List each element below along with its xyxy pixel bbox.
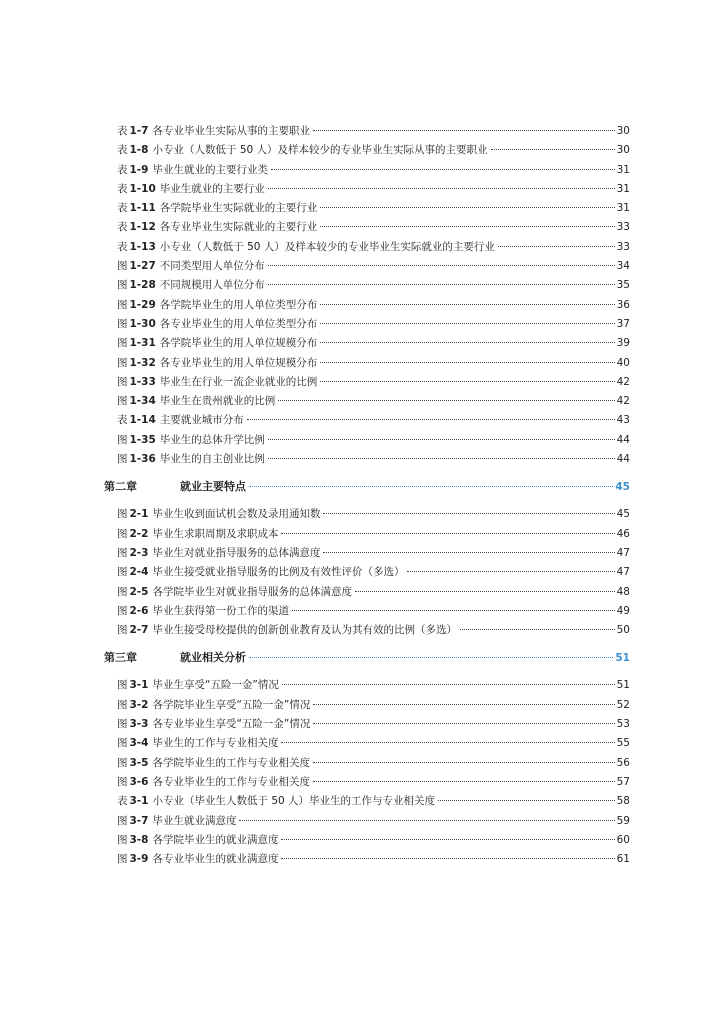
entry-type: 表 bbox=[117, 125, 128, 137]
entry-type: 图 bbox=[117, 337, 128, 350]
entry-page: 45 bbox=[616, 508, 630, 521]
entry-type: 图 bbox=[117, 604, 128, 617]
entry-title: 毕业生的总体升学比例 bbox=[159, 433, 265, 446]
toc-chapter-2[interactable] bbox=[104, 478, 630, 500]
entry-page: 42 bbox=[616, 375, 630, 388]
entry-page: 31 bbox=[616, 163, 630, 176]
dot-leader bbox=[247, 419, 615, 420]
entry-number: 2-5 bbox=[129, 585, 149, 598]
dot-leader bbox=[320, 381, 614, 382]
entry-title: 各学院毕业生实际就业的主要行业 bbox=[159, 202, 318, 215]
dot-leader bbox=[491, 149, 615, 150]
toc-section-3 bbox=[104, 677, 630, 870]
dot-leader bbox=[323, 552, 614, 553]
toc-entry[interactable] bbox=[104, 374, 630, 393]
toc-entry[interactable] bbox=[104, 355, 630, 374]
entry-page: 58 bbox=[616, 795, 630, 808]
entry-type: 图 bbox=[117, 775, 128, 788]
toc-entry[interactable] bbox=[104, 316, 630, 335]
entry-number: 1-34 bbox=[129, 395, 156, 408]
entry-number: 1-14 bbox=[129, 414, 156, 427]
entry-page: 30 bbox=[616, 125, 630, 137]
toc-entry[interactable] bbox=[104, 526, 630, 545]
dot-leader bbox=[320, 226, 614, 227]
toc-entry[interactable] bbox=[104, 393, 630, 412]
entry-page: 53 bbox=[616, 718, 630, 731]
toc-section-2 bbox=[104, 506, 630, 641]
entry-type: 图 bbox=[117, 756, 128, 769]
entry-number: 1-30 bbox=[129, 317, 156, 330]
dot-leader bbox=[438, 800, 615, 801]
toc-entry[interactable] bbox=[104, 851, 630, 870]
toc-entry[interactable] bbox=[104, 219, 630, 238]
entry-type: 表 bbox=[117, 202, 128, 215]
table-of-contents bbox=[104, 123, 630, 870]
toc-entry[interactable] bbox=[104, 774, 630, 793]
toc-entry[interactable] bbox=[104, 200, 630, 219]
chapter-title: 就业主要特点 bbox=[180, 480, 246, 494]
entry-number: 1-28 bbox=[129, 279, 156, 292]
entry-title: 各学院毕业生的工作与专业相关度 bbox=[152, 756, 310, 769]
entry-type: 图 bbox=[117, 814, 128, 827]
chapter-title: 就业相关分析 bbox=[180, 651, 246, 665]
entry-type: 图 bbox=[117, 279, 128, 292]
entry-type: 图 bbox=[117, 585, 128, 598]
dot-leader bbox=[320, 323, 614, 324]
entry-title: 毕业生的工作与专业相关度 bbox=[152, 737, 279, 750]
dot-leader bbox=[282, 684, 615, 685]
entry-title: 主要就业城市分布 bbox=[159, 414, 244, 427]
entry-title: 毕业生在贵州就业的比例 bbox=[159, 395, 276, 408]
entry-page: 59 bbox=[616, 814, 630, 827]
entry-page: 31 bbox=[616, 182, 630, 195]
toc-section-1 bbox=[104, 123, 630, 470]
entry-title: 小专业（人数低于 50 人）及样本较少的专业毕业生实际从事的主要职业 bbox=[152, 144, 488, 157]
toc-entry[interactable] bbox=[104, 181, 630, 200]
entry-page: 44 bbox=[616, 453, 630, 466]
entry-page: 33 bbox=[616, 240, 630, 253]
entry-number: 2-1 bbox=[129, 508, 149, 521]
dot-leader bbox=[498, 246, 615, 247]
dot-leader bbox=[268, 188, 615, 189]
entry-number: 3-1 bbox=[129, 679, 149, 692]
dot-leader bbox=[407, 571, 614, 572]
dot-leader bbox=[355, 591, 615, 592]
entry-title: 毕业生求职周期及求职成本 bbox=[152, 527, 279, 540]
entry-number: 2-6 bbox=[129, 604, 149, 617]
entry-type: 表 bbox=[117, 795, 128, 808]
entry-title: 毕业生对就业指导服务的总体满意度 bbox=[152, 546, 321, 559]
entry-number: 1-33 bbox=[129, 375, 156, 388]
toc-entry[interactable] bbox=[104, 735, 630, 754]
entry-title: 毕业生获得第一份工作的渠道 bbox=[152, 604, 289, 617]
dot-leader bbox=[313, 762, 615, 763]
entry-type: 图 bbox=[117, 453, 128, 466]
entry-title: 毕业生接受母校提供的创新创业教育及认为其有效的比例（多选） bbox=[152, 624, 457, 637]
dot-leader bbox=[313, 781, 615, 782]
entry-type: 图 bbox=[117, 566, 128, 579]
entry-number: 1-9 bbox=[129, 163, 149, 176]
entry-number: 1-35 bbox=[129, 433, 156, 446]
entry-number: 1-8 bbox=[129, 144, 149, 157]
toc-entry[interactable] bbox=[104, 755, 630, 774]
entry-page: 49 bbox=[616, 604, 630, 617]
dot-leader bbox=[278, 400, 614, 401]
dot-leader bbox=[313, 723, 614, 724]
entry-page: 44 bbox=[616, 433, 630, 446]
entry-type: 图 bbox=[117, 679, 128, 692]
entry-page: 35 bbox=[616, 279, 630, 292]
entry-number: 2-7 bbox=[129, 624, 149, 637]
entry-title: 不同类型用人单位分布 bbox=[159, 260, 265, 273]
entry-page: 30 bbox=[616, 144, 630, 157]
entry-type: 表 bbox=[117, 414, 128, 427]
entry-page: 61 bbox=[616, 853, 630, 866]
entry-type: 表 bbox=[117, 163, 128, 176]
entry-page: 51 bbox=[616, 679, 630, 692]
entry-title: 毕业生在行业一流企业就业的比例 bbox=[159, 375, 318, 388]
toc-entry[interactable] bbox=[104, 506, 630, 525]
toc-entry[interactable] bbox=[104, 277, 630, 296]
entry-type: 表 bbox=[117, 240, 128, 253]
entry-title: 毕业生收到面试机会数及录用通知数 bbox=[152, 508, 321, 521]
toc-entry[interactable] bbox=[104, 677, 630, 696]
entry-title: 各学院毕业生享受“五险一金”情况 bbox=[152, 698, 311, 711]
entry-page: 52 bbox=[616, 698, 630, 711]
entry-number: 3-9 bbox=[129, 853, 149, 866]
dot-leader bbox=[268, 458, 615, 459]
entry-type: 表 bbox=[117, 144, 128, 157]
entry-title: 毕业生接受就业指导服务的比例及有效性评价（多选） bbox=[152, 566, 405, 579]
toc-entry[interactable] bbox=[104, 258, 630, 277]
entry-title: 各专业毕业生享受“五险一金”情况 bbox=[152, 718, 311, 731]
dot-leader bbox=[320, 207, 614, 208]
dot-leader bbox=[281, 839, 614, 840]
entry-number: 1-31 bbox=[129, 337, 156, 350]
toc-chapter-3[interactable] bbox=[104, 649, 630, 671]
entry-type: 表 bbox=[117, 221, 128, 234]
dot-leader bbox=[268, 439, 615, 440]
entry-type: 图 bbox=[117, 718, 128, 731]
entry-page: 55 bbox=[616, 737, 630, 750]
dot-leader bbox=[271, 169, 615, 170]
entry-number: 3-7 bbox=[129, 814, 149, 827]
entry-number: 1-27 bbox=[129, 260, 156, 273]
entry-type: 图 bbox=[117, 317, 128, 330]
entry-number: 2-4 bbox=[129, 566, 149, 579]
entry-title: 毕业生就业满意度 bbox=[152, 814, 237, 827]
entry-title: 各学院毕业生的用人单位规模分布 bbox=[159, 337, 318, 350]
entry-number: 3-5 bbox=[129, 756, 149, 769]
entry-title: 毕业生享受“五险一金”情况 bbox=[152, 679, 279, 692]
dot-leader bbox=[281, 742, 614, 743]
toc-entry[interactable] bbox=[104, 451, 630, 470]
toc-entry[interactable] bbox=[104, 335, 630, 354]
chapter-page: 45 bbox=[615, 481, 630, 494]
entry-type: 图 bbox=[117, 527, 128, 540]
dot-leader bbox=[239, 820, 614, 821]
entry-title: 各学院毕业生对就业指导服务的总体满意度 bbox=[152, 585, 352, 598]
entry-page: 39 bbox=[616, 337, 630, 350]
entry-type: 图 bbox=[117, 433, 128, 446]
entry-page: 50 bbox=[616, 624, 630, 637]
dot-leader bbox=[268, 284, 615, 285]
entry-title: 小专业（毕业生人数低于 50 人）毕业生的工作与专业相关度 bbox=[152, 795, 436, 808]
dot-leader bbox=[313, 130, 615, 131]
toc-entry[interactable] bbox=[104, 622, 630, 641]
dot-leader bbox=[281, 858, 614, 859]
entry-number: 1-13 bbox=[129, 240, 156, 253]
entry-title: 毕业生就业的主要行业类 bbox=[152, 163, 268, 176]
entry-title: 各专业毕业生实际就业的主要行业 bbox=[159, 221, 318, 234]
toc-entry[interactable] bbox=[104, 832, 630, 851]
dot-leader bbox=[323, 513, 614, 514]
entry-page: 46 bbox=[616, 527, 630, 540]
entry-type: 图 bbox=[117, 737, 128, 750]
toc-entry[interactable] bbox=[104, 162, 630, 181]
toc-entry[interactable] bbox=[104, 297, 630, 316]
dot-leader bbox=[320, 342, 614, 343]
dot-leader bbox=[268, 265, 615, 266]
toc-entry[interactable] bbox=[104, 123, 630, 142]
entry-number: 1-7 bbox=[129, 125, 149, 137]
toc-entry[interactable] bbox=[104, 584, 630, 603]
entry-number: 1-10 bbox=[129, 182, 156, 195]
entry-number: 3-4 bbox=[129, 737, 149, 750]
entry-title: 各学院毕业生的就业满意度 bbox=[152, 833, 279, 846]
toc-entry[interactable] bbox=[104, 142, 630, 161]
entry-type: 图 bbox=[117, 375, 128, 388]
entry-number: 3-3 bbox=[129, 718, 149, 731]
dot-leader bbox=[320, 362, 614, 363]
dot-leader bbox=[460, 629, 615, 630]
toc-entry[interactable] bbox=[104, 239, 630, 258]
toc-entry[interactable] bbox=[104, 432, 630, 451]
dot-leader bbox=[320, 304, 614, 305]
dot-leader bbox=[249, 486, 613, 487]
entry-title: 各专业毕业生的就业满意度 bbox=[152, 853, 279, 866]
entry-type: 图 bbox=[117, 298, 128, 311]
entry-page: 47 bbox=[616, 566, 630, 579]
entry-type: 表 bbox=[117, 182, 128, 195]
entry-page: 40 bbox=[616, 356, 630, 369]
entry-title: 小专业（人数低于 50 人）及样本较少的专业毕业生实际就业的主要行业 bbox=[159, 240, 495, 253]
entry-page: 34 bbox=[616, 260, 630, 273]
entry-number: 1-12 bbox=[129, 221, 156, 234]
toc-entry[interactable] bbox=[104, 697, 630, 716]
entry-type: 图 bbox=[117, 356, 128, 369]
chapter-number: 第二章 bbox=[104, 480, 137, 494]
toc-entry[interactable] bbox=[104, 603, 630, 622]
dot-leader bbox=[249, 657, 613, 658]
entry-page: 31 bbox=[616, 202, 630, 215]
entry-page: 47 bbox=[616, 546, 630, 559]
toc-entry[interactable] bbox=[104, 545, 630, 564]
entry-type: 图 bbox=[117, 833, 128, 846]
entry-title: 毕业生就业的主要行业 bbox=[159, 182, 265, 195]
entry-number: 1-36 bbox=[129, 453, 156, 466]
toc-entry[interactable] bbox=[104, 813, 630, 832]
entry-title: 不同规模用人单位分布 bbox=[159, 279, 265, 292]
chapter-page: 51 bbox=[615, 652, 630, 665]
entry-type: 图 bbox=[117, 698, 128, 711]
entry-page: 56 bbox=[616, 756, 630, 769]
entry-title: 各专业毕业生的用人单位类型分布 bbox=[159, 317, 318, 330]
entry-number: 2-2 bbox=[129, 527, 149, 540]
entry-number: 1-32 bbox=[129, 356, 156, 369]
entry-title: 各专业毕业生的工作与专业相关度 bbox=[152, 775, 310, 788]
entry-type: 图 bbox=[117, 624, 128, 637]
entry-page: 57 bbox=[616, 775, 630, 788]
entry-title: 各学院毕业生的用人单位类型分布 bbox=[159, 298, 318, 311]
dot-leader bbox=[281, 533, 614, 534]
entry-number: 1-29 bbox=[129, 298, 156, 311]
dot-leader bbox=[313, 704, 614, 705]
entry-number: 3-6 bbox=[129, 775, 149, 788]
entry-page: 60 bbox=[616, 833, 630, 846]
toc-entry[interactable] bbox=[104, 793, 630, 812]
entry-title: 各专业毕业生实际从事的主要职业 bbox=[152, 125, 310, 137]
entry-number: 3-2 bbox=[129, 698, 149, 711]
entry-number: 1-11 bbox=[129, 202, 156, 215]
entry-number: 3-1 bbox=[129, 795, 149, 808]
entry-title: 毕业生的自主创业比例 bbox=[159, 453, 265, 466]
dot-leader bbox=[292, 610, 615, 611]
toc-entry[interactable] bbox=[104, 564, 630, 583]
entry-type: 图 bbox=[117, 853, 128, 866]
toc-entry[interactable] bbox=[104, 412, 630, 431]
entry-type: 图 bbox=[117, 546, 128, 559]
entry-title: 各专业毕业生的用人单位规模分布 bbox=[159, 356, 318, 369]
entry-page: 48 bbox=[616, 585, 630, 598]
entry-page: 42 bbox=[616, 395, 630, 408]
entry-number: 2-3 bbox=[129, 546, 149, 559]
chapter-number: 第三章 bbox=[104, 651, 137, 665]
entry-type: 图 bbox=[117, 260, 128, 273]
entry-type: 图 bbox=[117, 508, 128, 521]
entry-page: 33 bbox=[616, 221, 630, 234]
entry-page: 43 bbox=[616, 414, 630, 427]
toc-entry[interactable] bbox=[104, 716, 630, 735]
entry-type: 图 bbox=[117, 395, 128, 408]
entry-page: 37 bbox=[616, 317, 630, 330]
entry-page: 36 bbox=[616, 298, 630, 311]
entry-number: 3-8 bbox=[129, 833, 149, 846]
